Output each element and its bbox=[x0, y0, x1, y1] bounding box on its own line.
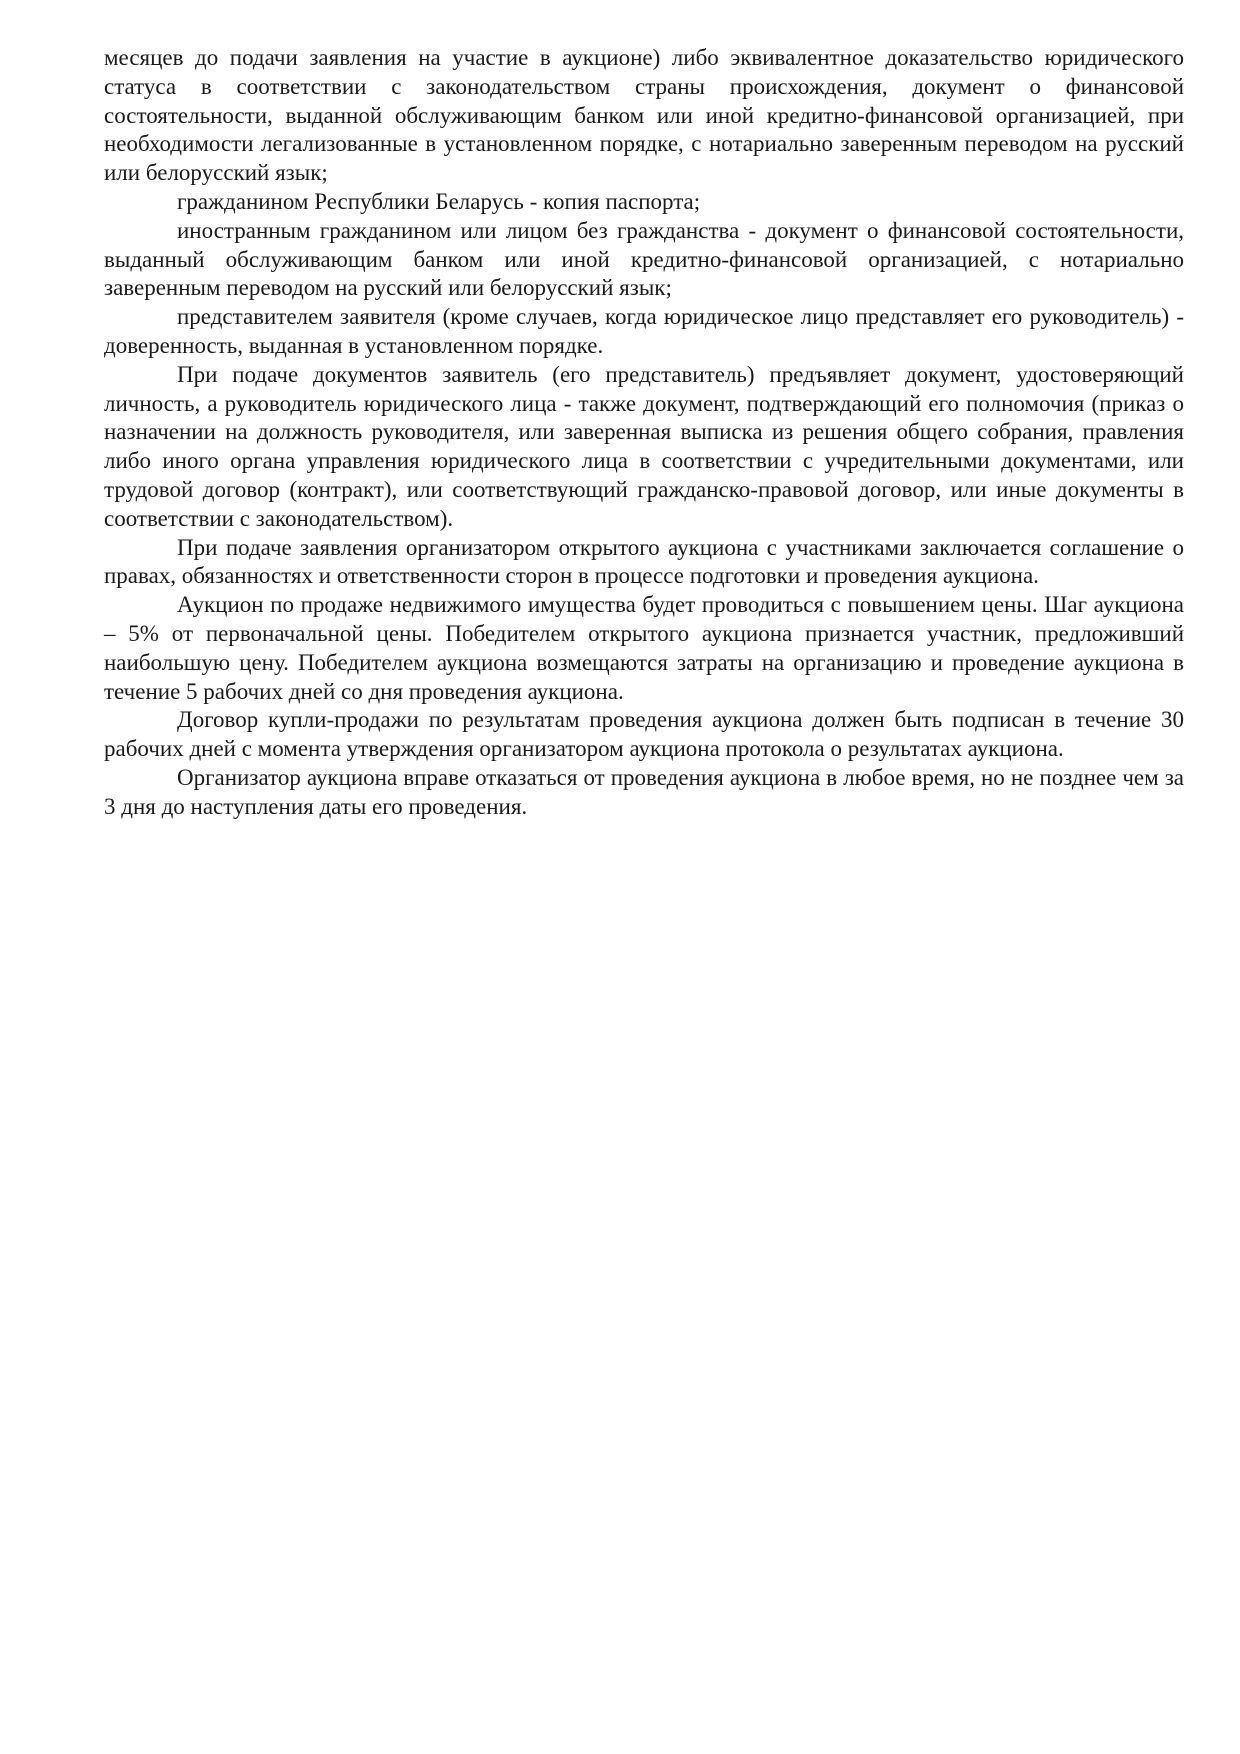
paragraph-representative: представителем заявителя (кроме случаев, когда юридическое лицо представляет его руководитель) - доверенность, выданная в установленном порядке. bbox=[104, 304, 1184, 358]
paragraph-auction-terms: Аукцион по продаже недвижимого имущества будет проводиться с повышением цены. Шаг аукциона – 5% от первоначальной цены. Победителем открытого аукциона признается участник, предложивший наибольшую цену. Победителем аукциона возмещаются затраты на организацию и проведение аукциона в течение 5 рабочих дней со дня проведения аукциона. bbox=[104, 592, 1184, 704]
paragraph-agreement: При подаче заявления организатором открытого аукциона с участниками заключается соглашение о правах, обязанностях и ответственности сторон в процессе подготовки и проведения аукциона. bbox=[104, 534, 1184, 589]
paragraph-document-submission: При подаче документов заявитель (его представитель) предъявляет документ, удостоверяющий личность, а руководитель юридического лица - также документ, подтверждающий его полномочия (приказ о назначении на должность руководителя, или заверенная выписка из решения общего собрания, правления либо иного органа управления юридического лица в соответствии с учредительными документами, или трудовой договор (контракт), или соответствующий гражданско-правовой договор, или иные документы в соответствии с законодательством). bbox=[104, 361, 1184, 531]
document-body bbox=[104, 44, 1184, 822]
paragraph-contract-signing: Договор купли-продажи по результатам проведения аукциона должен быть подписан в течение 30 рабочих дней с момента утверждения организатором аукциона протокола о результатах аукциона. bbox=[104, 707, 1184, 762]
paragraph-cancellation: Организатор аукциона вправе отказаться от проведения аукциона в любое время, но не позднее чем за 3 дня до наступления даты его проведения. bbox=[104, 764, 1184, 819]
paragraph-citizen-rb: гражданином Республики Беларусь - копия паспорта; bbox=[177, 188, 701, 214]
paragraph-foreign-citizen: иностранным гражданином или лицом без гражданства - документ о финансовой состоятельности, выданный обслуживающим банком или иной кредитно-финансовой организацией, с нотариально заверенным переводом на русский или белорусский язык; bbox=[104, 217, 1184, 301]
paragraph-continuation: месяцев до подачи заявления на участие в аукционе) либо эквивалентное доказательство юридического статуса в соответствии с законодательством страны происхождения, документ о финансовой состоятельности, выданной обслуживающим банком или иной кредитно-финансовой организацией, при необходимости легализованные в установленном порядке, с нотариально заверенным переводом на русский или белорусский язык; bbox=[104, 45, 1184, 186]
